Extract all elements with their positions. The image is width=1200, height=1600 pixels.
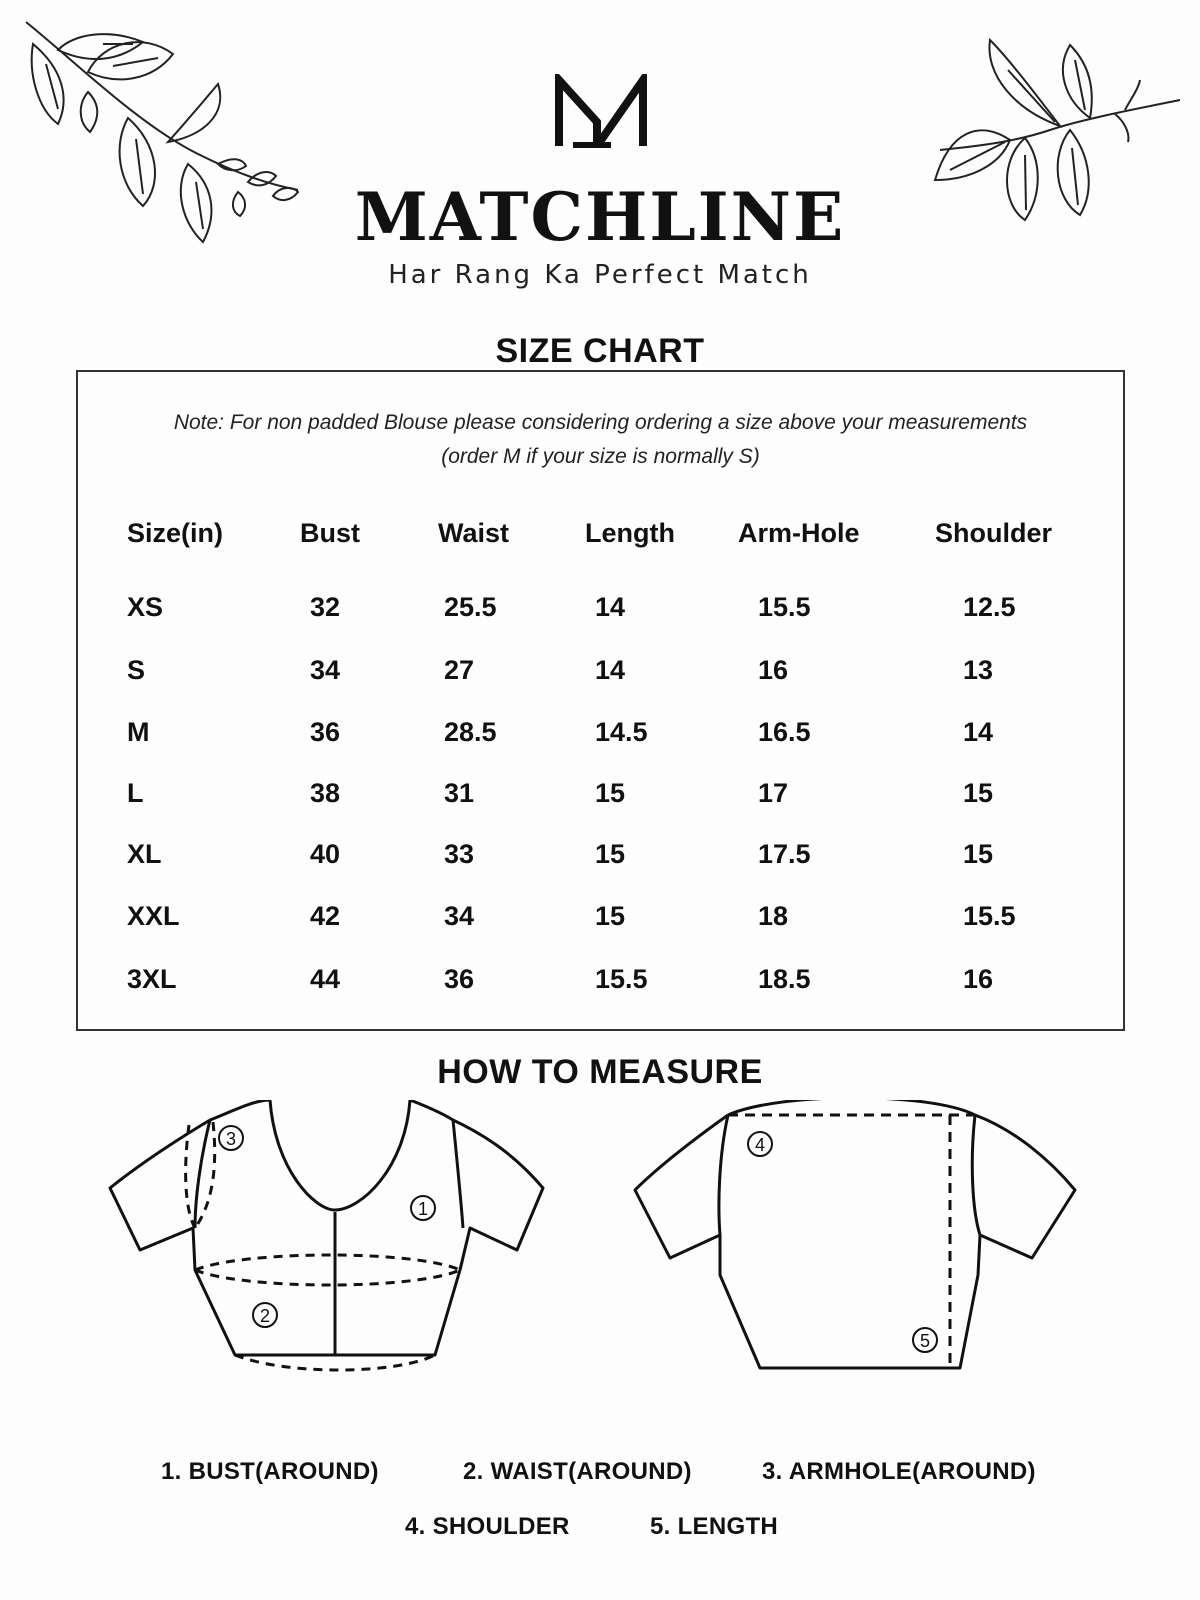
how-to-measure-title: HOW TO MEASURE (437, 1053, 763, 1091)
table-cell: 15 (595, 778, 626, 808)
blouse-back-diagram (630, 1100, 1110, 1400)
table-cell: 18.5 (758, 964, 811, 994)
table-cell: 14 (595, 592, 626, 622)
size-chart-table (76, 370, 1125, 1031)
svg-text:4: 4 (754, 1135, 766, 1155)
marker-5 (913, 1328, 937, 1352)
marker-1 (411, 1196, 435, 1220)
table-cell: 15 (595, 839, 626, 869)
blouse-front-diagram (105, 1100, 585, 1400)
table-cell: XXL (127, 901, 180, 931)
table-cell: 34 (444, 901, 475, 931)
table-cell: 12.5 (963, 592, 1016, 622)
note-line-1: Note: For non padded Blouse please considering ordering a size above your measurements (173, 411, 1028, 434)
table-cell: 15.5 (595, 964, 648, 994)
table-cell: 14 (595, 655, 626, 685)
table-cell: XL (127, 839, 162, 869)
brand-tagline: Har Rang Ka Perfect Match (388, 260, 812, 290)
legend-item-bust: 1. BUST(AROUND) (161, 1458, 379, 1485)
header-length: Length (585, 518, 675, 548)
brand-logo-icon (553, 74, 649, 148)
table-cell: 15 (963, 839, 994, 869)
table-cell: 25.5 (444, 592, 497, 622)
table-cell: 40 (310, 839, 341, 869)
table-cell: 17.5 (758, 839, 811, 869)
table-cell: 42 (310, 901, 341, 931)
table-cell: 38 (310, 778, 341, 808)
table-cell: 14 (963, 717, 994, 747)
table-cell: 15 (963, 778, 994, 808)
svg-text:3: 3 (225, 1129, 237, 1149)
legend-item-waist: 2. WAIST(AROUND) (463, 1458, 692, 1485)
table-cell: 28.5 (444, 717, 497, 747)
legend-item-shoulder: 4. SHOULDER (405, 1513, 570, 1540)
table-cell: 36 (310, 717, 341, 747)
table-cell: 3XL (127, 964, 177, 994)
marker-4 (748, 1132, 772, 1156)
table-cell: M (127, 717, 150, 747)
brand-name: MATCHLINE (354, 178, 846, 256)
table-cell: L (127, 778, 144, 808)
svg-text:1: 1 (417, 1199, 429, 1219)
table-cell: 33 (444, 839, 475, 869)
table-cell: 31 (444, 778, 475, 808)
table-cell: 16 (758, 655, 789, 685)
marker-2 (253, 1303, 277, 1327)
table-cell: 15.5 (758, 592, 811, 622)
table-cell: 13 (963, 655, 994, 685)
table-cell: 15.5 (963, 901, 1016, 931)
table-cell: 17 (758, 778, 789, 808)
table-cell: 16 (963, 964, 994, 994)
table-cell: 14.5 (595, 717, 648, 747)
table-cell: 32 (310, 592, 341, 622)
header-size: Size(in) (127, 518, 224, 548)
table-cell: 36 (444, 964, 475, 994)
note-line-2: (order M if your size is normally S) (441, 445, 760, 468)
header-shoulder: Shoulder (935, 518, 1053, 548)
table-cell: 16.5 (758, 717, 811, 747)
header-armhole: Arm-Hole (738, 518, 860, 548)
svg-text:5: 5 (919, 1331, 931, 1351)
header-waist: Waist (438, 518, 510, 548)
header-bust: Bust (300, 518, 360, 548)
svg-text:2: 2 (259, 1306, 271, 1326)
size-chart-note (78, 406, 1123, 474)
size-chart-title: SIZE CHART (495, 332, 705, 370)
legend-item-length: 5. LENGTH (650, 1513, 779, 1540)
table-cell: 15 (595, 901, 626, 931)
table-cell: S (127, 655, 146, 685)
marker-3 (219, 1126, 243, 1150)
table-cell: 44 (310, 964, 341, 994)
legend-item-armhole: 3. ARMHOLE(AROUND) (762, 1458, 1036, 1485)
table-cell: 34 (310, 655, 341, 685)
table-cell: 18 (758, 901, 789, 931)
table-cell: XS (127, 592, 164, 622)
table-cell: 27 (444, 655, 475, 685)
